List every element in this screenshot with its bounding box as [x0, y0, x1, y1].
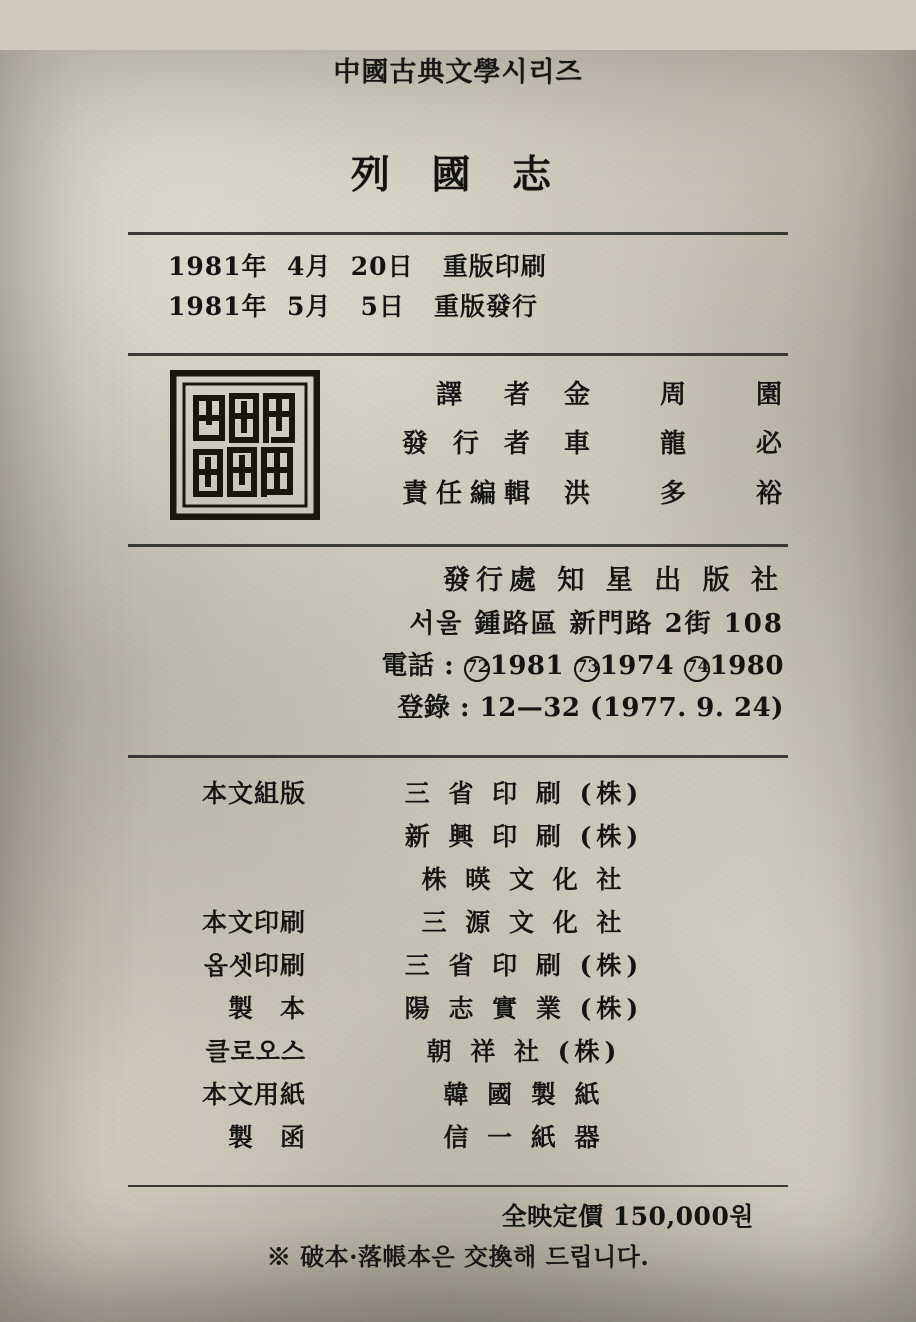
phone-prefix-3: 74: [684, 656, 710, 682]
person-row: [340, 371, 804, 420]
publisher-block: [128, 547, 788, 741]
publication-dates: [128, 235, 788, 337]
print-value: 韓 國 製 紙: [443, 1080, 605, 1110]
table-row: [128, 815, 788, 858]
seal-stamp-icon: [170, 370, 320, 520]
date-line-release: 1981年 5月 5日 重版發行: [168, 292, 538, 321]
book-title: 列 國 志: [350, 152, 566, 198]
print-value: 新 興 印 刷 (株): [404, 822, 644, 852]
person-row: [340, 420, 804, 469]
print-value: 信 一 紙 器: [443, 1123, 605, 1153]
publisher-registration: 登錄 : 12—32 (1977. 9. 24): [397, 692, 784, 723]
date-line-print: 1981年 4月 20日 重版印刷: [168, 252, 547, 281]
print-label: 本文用紙: [201, 1080, 306, 1110]
colophon-content: [0, 50, 916, 1272]
divider-rule-bottom: [128, 1185, 788, 1187]
table-row: [128, 1073, 788, 1116]
table-row: [128, 901, 788, 944]
people-list: [340, 371, 804, 519]
publisher-address: 서울 鍾路區 新門路 2街 108: [409, 608, 784, 639]
print-value: 朝 祥 社 (株): [426, 1037, 622, 1067]
price-line: 全映定價 150,000원: [501, 1202, 754, 1232]
print-value: 三 省 印 刷 (株): [404, 951, 644, 981]
print-value: 三 源 文 化 社: [421, 908, 627, 938]
print-label: 製 函: [227, 1123, 306, 1153]
table-row: [128, 1030, 788, 1073]
series-title: 中國古典文學시리즈: [333, 57, 583, 88]
table-row: [128, 1116, 788, 1159]
table-row: [128, 987, 788, 1030]
table-row: [128, 772, 788, 815]
exchange-note: ※ 破本·落帳本은 交換해 드립니다.: [266, 1242, 650, 1272]
print-label: 옵셋印刷: [203, 951, 306, 981]
print-label: 本文印刷: [201, 908, 306, 938]
print-value: 三 省 印 刷 (株): [404, 779, 644, 809]
person-name: 洪 多 裕: [563, 478, 804, 509]
colophon-page: [0, 50, 916, 1322]
publisher-name: 發行處 知 星 出 版 社: [443, 565, 784, 596]
person-row: [340, 470, 804, 519]
print-label: 製 本: [227, 994, 306, 1024]
person-role: 發 行 者: [401, 429, 538, 460]
people-block: [128, 356, 804, 530]
phone-label: 電話 :: [381, 650, 455, 681]
person-name: 金 周 園: [563, 379, 804, 410]
print-label: 클로오스: [205, 1037, 306, 1067]
phone-number-2: 1974: [599, 650, 675, 681]
person-role: 責任編輯: [401, 478, 538, 509]
divider-rule-after-dates: [128, 353, 788, 356]
print-label: 本文組版: [201, 779, 306, 809]
divider-rule-after-people: [128, 544, 788, 547]
person-role: 譯 者: [435, 379, 538, 410]
phone-number-1: 1981: [489, 650, 565, 681]
table-row: [128, 944, 788, 987]
print-value: 陽 志 實 業 (株): [404, 994, 644, 1024]
divider-rule-after-publisher: [128, 755, 788, 758]
printing-table: [128, 758, 788, 1169]
phone-prefix-1: 72: [464, 656, 490, 682]
phone-prefix-2: 73: [574, 656, 600, 682]
phone-number-3: 1980: [709, 650, 784, 681]
person-name: 車 龍 必: [563, 429, 804, 460]
divider-rule-top: [128, 232, 788, 235]
print-value: 株 暎 文 化 社: [421, 865, 627, 895]
publisher-phone: [128, 645, 784, 687]
table-row: [128, 858, 788, 901]
